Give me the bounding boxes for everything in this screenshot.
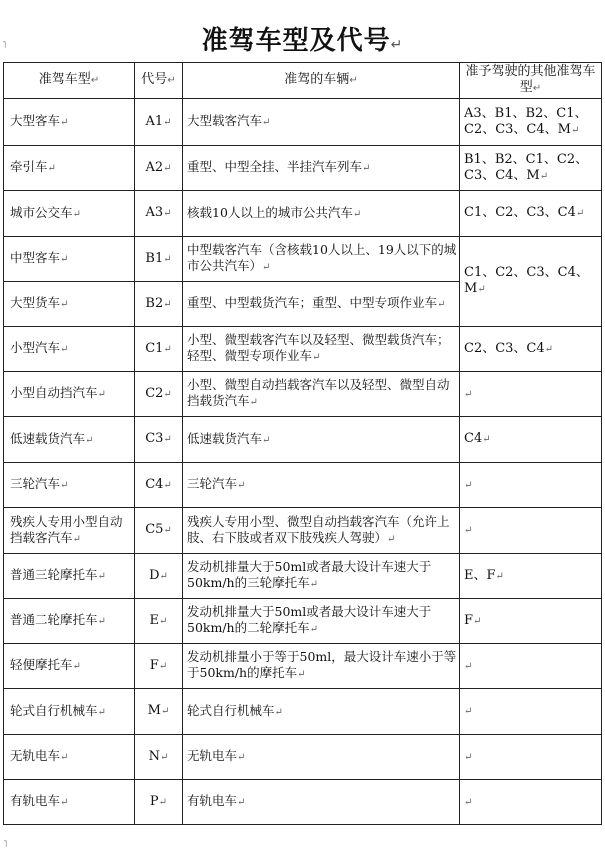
other-allowed-types: ↵	[460, 735, 602, 780]
license-type: 无轨电车↵	[4, 735, 135, 780]
table-row	[4, 99, 602, 146]
header-code: 代号↵	[135, 63, 183, 99]
license-class-table	[3, 62, 602, 825]
table-row	[4, 463, 602, 508]
license-type: 普通二轮摩托车↵	[4, 599, 135, 644]
table-row	[4, 417, 602, 463]
table-row	[4, 599, 602, 644]
allowed-vehicles: 发动机排量大于50ml或者最大设计车速大于50km/h的二轮摩托车↵	[183, 599, 460, 644]
license-code: E↵	[135, 599, 183, 644]
table-row	[4, 146, 602, 191]
allowed-vehicles: 低速载货汽车↵	[183, 417, 460, 463]
table-row	[4, 735, 602, 780]
table-row	[4, 191, 602, 237]
other-allowed-types: ↵	[460, 689, 602, 735]
allowed-vehicles: 发动机排量小于等于50ml，最大设计车速小于等于50km/h的摩托车↵	[183, 644, 460, 689]
license-type: 三轮汽车↵	[4, 463, 135, 508]
license-type: 低速载货汽车↵	[4, 417, 135, 463]
title-text: 准驾车型及代号	[201, 26, 391, 56]
license-code: C5↵	[135, 508, 183, 554]
table-row	[4, 554, 602, 599]
other-allowed-types: C1、C2、C3、C4↵	[460, 191, 602, 237]
license-type: 小型汽车↵	[4, 327, 135, 372]
license-type: 大型货车↵	[4, 282, 135, 327]
license-type: 城市公交车↵	[4, 191, 135, 237]
allowed-vehicles: 无轨电车↵	[183, 735, 460, 780]
allowed-vehicles: 发动机排量大于50ml或者最大设计车速大于50km/h的三轮摩托车↵	[183, 554, 460, 599]
other-allowed-types: E、F↵	[460, 554, 602, 599]
license-code: A1↵	[135, 99, 183, 146]
other-allowed-types: C2、C3、C4↵	[460, 327, 602, 372]
other-allowed-types: ↵	[460, 372, 602, 417]
license-code: N↵	[135, 735, 183, 780]
other-allowed-types: B1、B2、C1、C2、C3、C4、M↵	[460, 146, 602, 191]
table-row	[4, 327, 602, 372]
end-mark-icon: ˥	[3, 840, 8, 850]
license-code: C1↵	[135, 327, 183, 372]
license-code: B1↵	[135, 237, 183, 282]
document-title	[0, 20, 605, 57]
license-code: C2↵	[135, 372, 183, 417]
header-vehicles: 准驾的车辆↵	[183, 63, 460, 99]
allowed-vehicles: 小型、微型自动挡载客汽车以及轻型、微型自动挡载货汽车↵	[183, 372, 460, 417]
license-code: C4↵	[135, 463, 183, 508]
allowed-vehicles: 中型载客汽车（含核载10人以上、19人以下的城市公共汽车）↵	[183, 237, 460, 282]
license-code: A3↵	[135, 191, 183, 237]
table-row	[4, 372, 602, 417]
allowed-vehicles: 大型载客汽车↵	[183, 99, 460, 146]
license-code: A2↵	[135, 146, 183, 191]
other-allowed-types: ↵	[460, 508, 602, 554]
license-code: C3↵	[135, 417, 183, 463]
other-allowed-types: ↵	[460, 644, 602, 689]
table-row	[4, 780, 602, 825]
table-row	[4, 237, 602, 282]
margin-mark-icon: ˥	[2, 41, 7, 51]
allowed-vehicles: 有轨电车↵	[183, 780, 460, 825]
allowed-vehicles: 三轮汽车↵	[183, 463, 460, 508]
license-type: 牵引车↵	[4, 146, 135, 191]
header-type: 准驾车型↵	[4, 63, 135, 99]
other-allowed-types: A3、B1、B2、C1、C2、C3、C4、M↵	[460, 99, 602, 146]
allowed-vehicles: 残疾人专用小型、微型自动挡载客汽车（允许上肢、右下肢或者双下肢残疾人驾驶）↵	[183, 508, 460, 554]
license-code: B2↵	[135, 282, 183, 327]
paragraph-mark-icon: ↵	[390, 37, 404, 53]
license-code: F↵	[135, 644, 183, 689]
allowed-vehicles: 重型、中型载货汽车；重型、中型专项作业车↵	[183, 282, 460, 327]
license-code: P↵	[135, 780, 183, 825]
license-code: D↵	[135, 554, 183, 599]
table-row	[4, 644, 602, 689]
table-header-row	[4, 63, 602, 99]
allowed-vehicles: 轮式自行机械车↵	[183, 689, 460, 735]
other-allowed-types: C4↵	[460, 417, 602, 463]
other-allowed-types: C1、C2、C3、C4、M↵	[460, 237, 602, 327]
other-allowed-types: ↵	[460, 463, 602, 508]
license-code: M↵	[135, 689, 183, 735]
license-type: 大型客车↵	[4, 99, 135, 146]
allowed-vehicles: 重型、中型全挂、半挂汽车列车↵	[183, 146, 460, 191]
allowed-vehicles: 核载10人以上的城市公共汽车↵	[183, 191, 460, 237]
other-allowed-types: F↵	[460, 599, 602, 644]
header-other: 准予驾驶的其他准驾车型↵	[460, 63, 602, 99]
table-row	[4, 689, 602, 735]
license-type: 普通三轮摩托车↵	[4, 554, 135, 599]
other-allowed-types: ↵	[460, 780, 602, 825]
license-type: 中型客车↵	[4, 237, 135, 282]
license-type: 有轨电车↵	[4, 780, 135, 825]
table-body	[4, 99, 602, 825]
license-type: 轮式自行机械车↵	[4, 689, 135, 735]
license-type: 小型自动挡汽车↵	[4, 372, 135, 417]
license-type: 轻便摩托车↵	[4, 644, 135, 689]
license-type: 残疾人专用小型自动挡载客汽车↵	[4, 508, 135, 554]
allowed-vehicles: 小型、微型载客汽车以及轻型、微型载货汽车；轻型、微型专项作业车↵	[183, 327, 460, 372]
table-row	[4, 508, 602, 554]
